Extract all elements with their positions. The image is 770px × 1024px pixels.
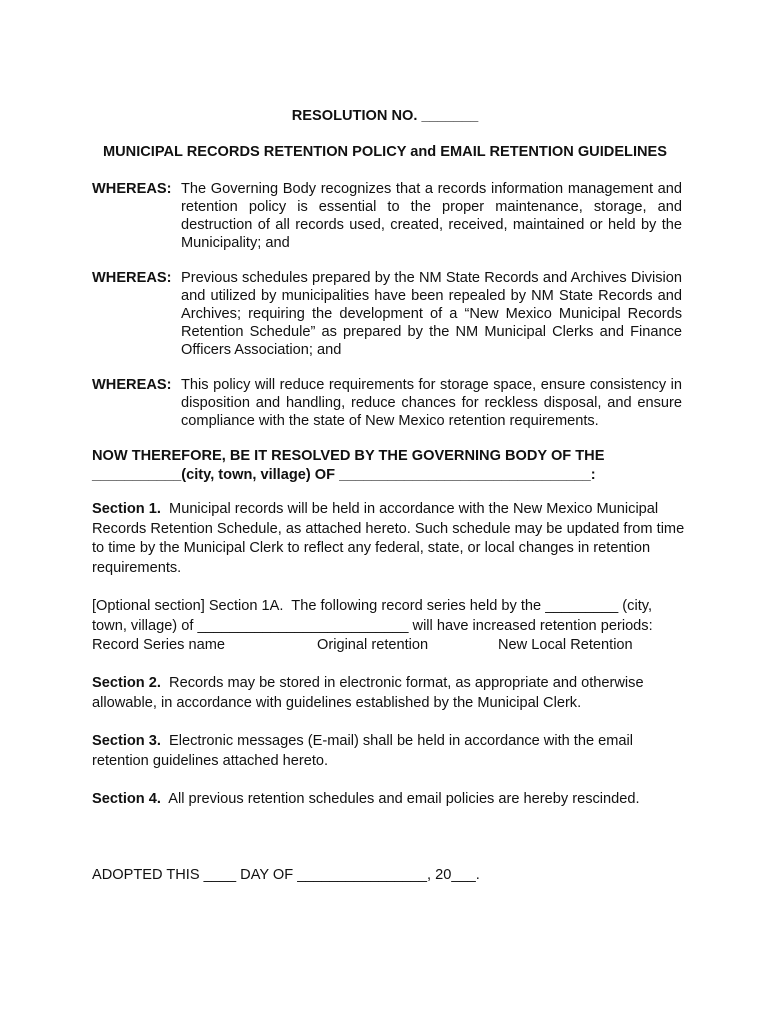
adopted-line: ADOPTED THIS ____ DAY OF ________________, 20___.: [92, 867, 480, 883]
section-1-label: Section 1.: [92, 501, 161, 517]
whereas-text: Previous schedules prepared by the NM State Records and Archives Division and utilized by municipalities have been repealed by NM State Records and Archives; requiring the development of a “New Mexico Municipal Records Retention Schedule” as prepared by the NM Municipal Clerks and Finance Officers Association; and: [181, 270, 682, 358]
column-record-series-name: Record Series name: [92, 637, 226, 653]
whereas-clause-3: [92, 376, 682, 430]
section-1-text: Municipal records will be held in accordance with the New Mexico Municipal Records Retention Schedule, as attached hereto. Such schedule may be updated from time to time by the Municipal Clerk to reflect any federal, state, or local changes in retention requirements.: [92, 501, 685, 576]
resolved-clause: [92, 447, 692, 485]
whereas-label: WHEREAS:: [92, 270, 172, 286]
whereas-text: This policy will reduce requirements for storage space, ensure consistency in disposition and handling, reduce chances for reckless disposal, and ensure compliance with the state of New Mexico retention requirements.: [181, 377, 682, 429]
policy-subtitle: MUNICIPAL RECORDS RETENTION POLICY and EMAIL RETENTION GUIDELINES: [102, 144, 668, 160]
resolution-title: RESOLUTION NO. _______: [291, 108, 479, 124]
resolved-line-2: ___________(city, town, village) OF _______________________________:: [92, 467, 596, 483]
resolved-line-1: NOW THEREFORE, BE IT RESOLVED BY THE GOVERNING BODY OF THE: [92, 448, 605, 464]
whereas-label: WHEREAS:: [92, 181, 172, 197]
section-3-text: Electronic messages (E-mail) shall be held in accordance with the email retention guidelines attached hereto.: [92, 733, 634, 769]
whereas-label: WHEREAS:: [92, 377, 172, 393]
section-2-text: Records may be stored in electronic format, as appropriate and otherwise allowable, in accordance with guidelines established by the Municipal Clerk.: [92, 675, 644, 711]
column-new-local-retention: New Local Retention: [498, 637, 633, 653]
section-2-label: Section 2.: [92, 675, 161, 691]
section-3: [92, 732, 692, 771]
whereas-text: The Governing Body recognizes that a records information management and retention policy is essential to the proper maintenance, storage, and destruction of all records used, created, received, maintained or held by the Municipality; and: [181, 181, 682, 251]
section-3-label: Section 3.: [92, 733, 161, 749]
whereas-clause-2: [92, 269, 682, 359]
section-2: [92, 674, 692, 713]
section-4: [92, 790, 692, 810]
section-4-label: Section 4.: [92, 791, 161, 807]
whereas-clause-1: [92, 180, 682, 252]
section-1a-line-2: town, village) of __________________________ will have increased retention periods:: [92, 617, 653, 634]
section-4-text: All previous retention schedules and email policies are hereby rescinded.: [168, 791, 640, 807]
column-original-retention: Original retention: [317, 637, 429, 653]
section-1a-line-1: [Optional section] Section 1A. The following record series held by the _________ (city,: [92, 598, 653, 614]
section-1: [92, 500, 692, 578]
section-1a: [92, 597, 692, 636]
